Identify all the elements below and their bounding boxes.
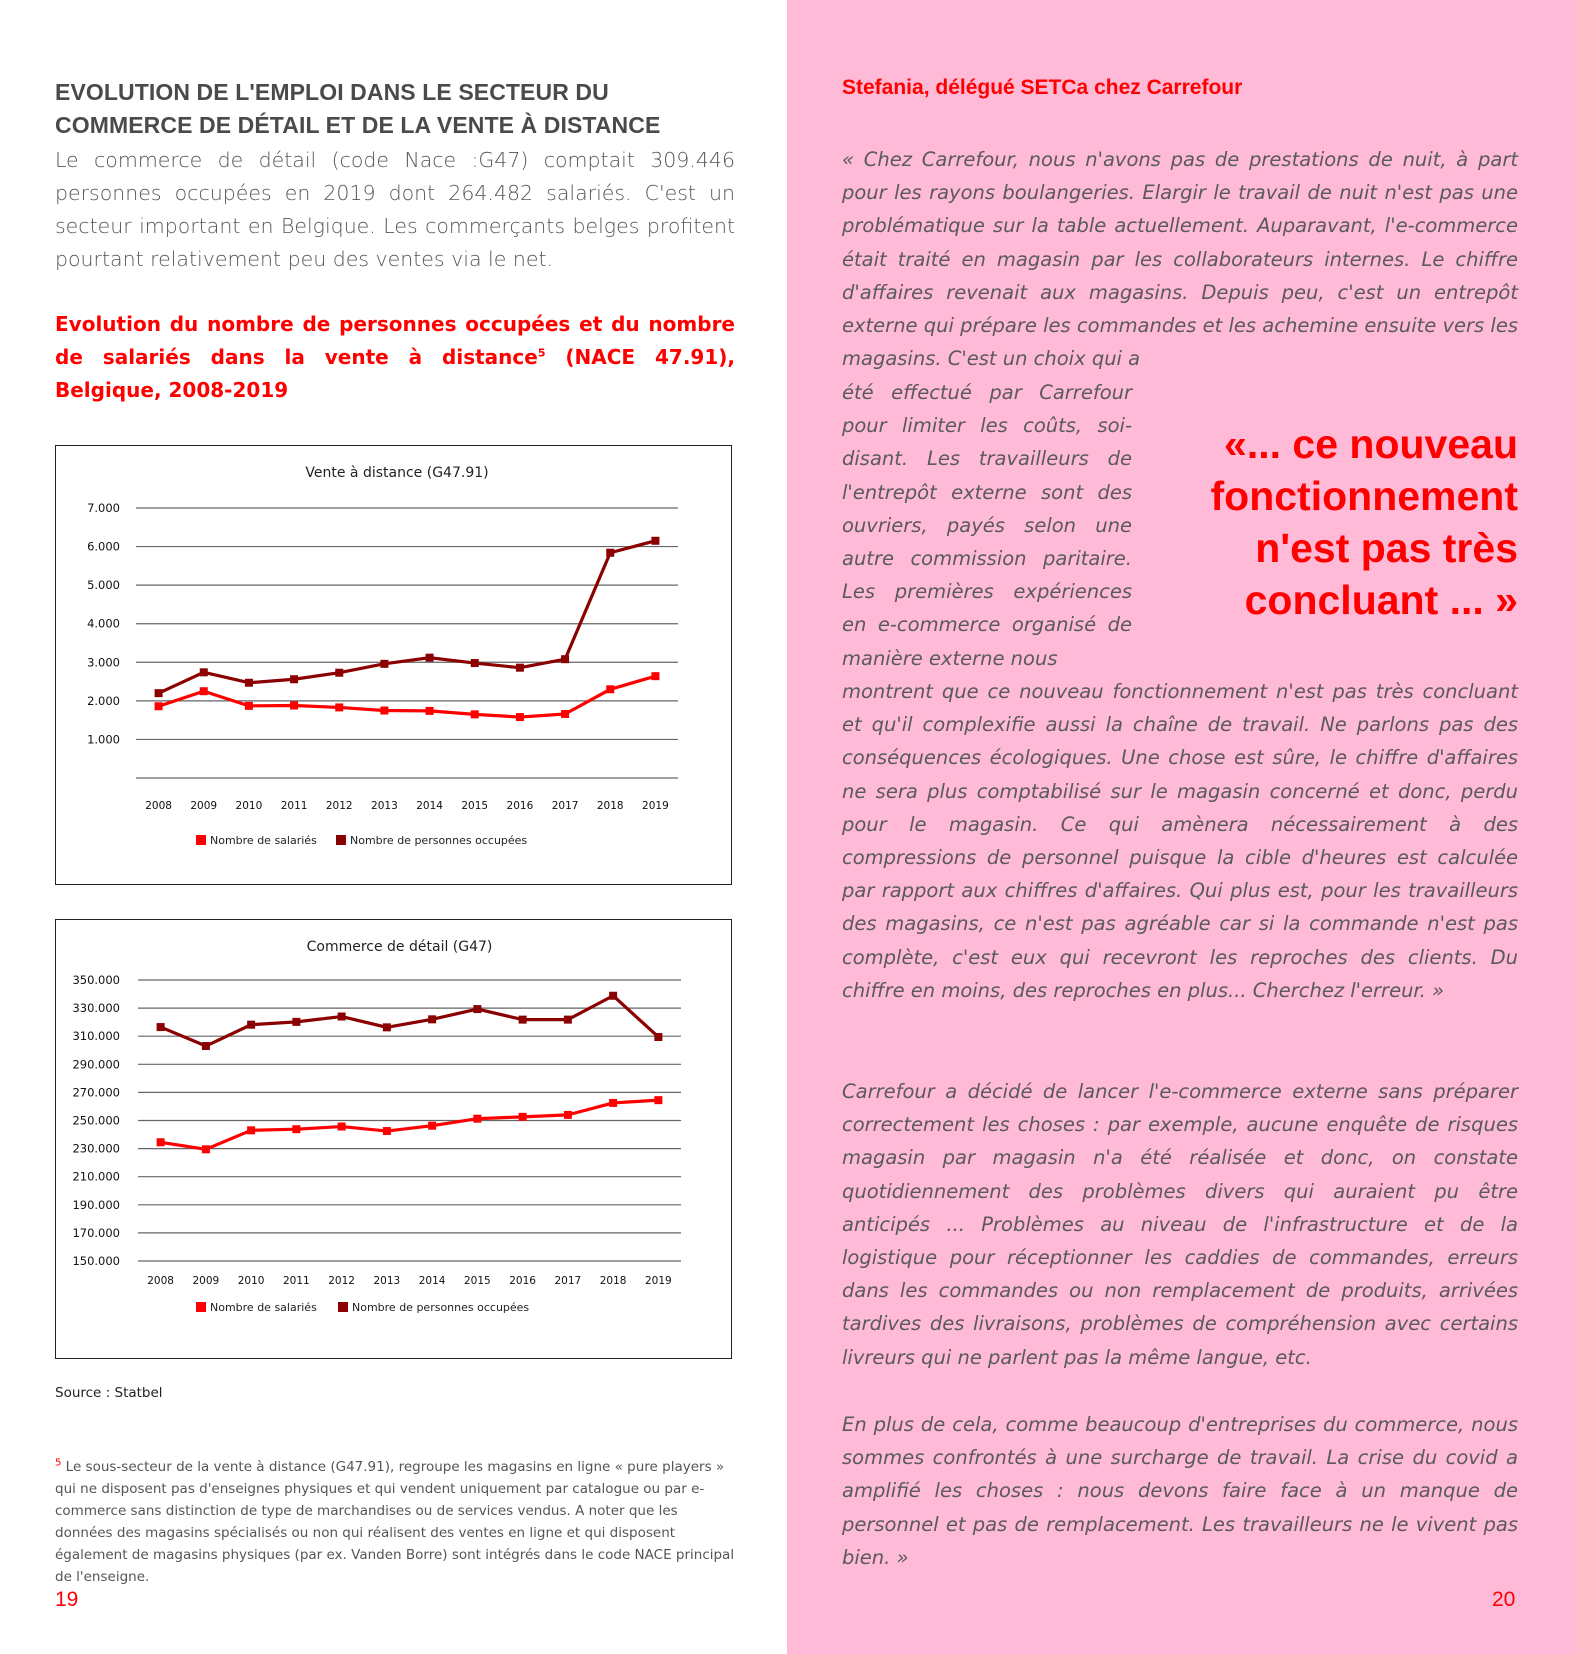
data-point-marker (564, 1111, 572, 1119)
data-point-marker (380, 660, 388, 668)
x-tick-label: 2019 (645, 1275, 672, 1287)
x-tick-label: 2016 (509, 1275, 536, 1287)
data-point-marker (245, 702, 253, 710)
y-tick-label: 230.000 (72, 1141, 120, 1156)
legend-swatch (336, 835, 346, 845)
data-point-marker (428, 1122, 436, 1130)
data-point-marker (292, 1125, 300, 1133)
legend-swatch (196, 1302, 206, 1312)
data-point-marker (473, 1005, 481, 1013)
data-point-marker (247, 1021, 255, 1029)
x-tick-label: 2012 (325, 800, 353, 812)
legend-label: Nombre de personnes occupées (352, 1301, 530, 1314)
legend-swatch (338, 1302, 348, 1312)
data-point-marker (157, 1023, 165, 1031)
x-tick-label: 2019 (642, 800, 669, 812)
x-tick-label: 2013 (371, 800, 398, 812)
chart-heading-text-end: (NACE 47.91), Belgique, 2008-2019 (55, 345, 735, 402)
legend-label: Nombre de salariés (210, 834, 317, 847)
data-point-marker (564, 1016, 572, 1024)
y-tick-label: 150.000 (72, 1254, 120, 1268)
x-tick-label: 2011 (280, 800, 308, 812)
data-point-marker (335, 703, 343, 711)
x-tick-label: 2018 (596, 800, 624, 812)
x-tick-label: 2015 (461, 800, 489, 812)
pull-quote: «... ce nouveau fonctionnement n'est pas très concluant ... » (1210, 421, 1518, 623)
data-point-marker (651, 537, 659, 545)
data-point-marker (245, 679, 253, 687)
page-number-right: 20 (1492, 1588, 1516, 1611)
chart-commerce-de-detail (55, 919, 732, 1359)
data-point-marker (426, 654, 434, 662)
data-point-marker (609, 992, 617, 1000)
data-point-marker (561, 655, 569, 663)
footnote (55, 1456, 735, 1588)
series-line (159, 676, 656, 717)
page-number-left: 19 (55, 1588, 79, 1611)
data-point-marker (651, 672, 659, 680)
y-tick-label: 290.000 (72, 1057, 120, 1072)
y-tick-label: 6.000 (87, 539, 120, 554)
chart-title: Vente à distance (G47.91) (305, 465, 489, 481)
data-point-marker (471, 710, 479, 718)
y-tick-label: 5.000 (87, 578, 120, 593)
y-tick-label: 3.000 (87, 655, 120, 670)
x-tick-label: 2013 (373, 1275, 401, 1287)
x-tick-label: 2008 (147, 1275, 174, 1287)
left-page (0, 0, 787, 1654)
legend-swatch (196, 835, 206, 845)
y-tick-label: 330.000 (72, 1001, 120, 1016)
x-tick-label: 2009 (192, 1275, 220, 1287)
y-tick-label: 1.000 (87, 732, 120, 747)
paragraph-3: En plus de cela, comme beaucoup d'entreprises du commerce, nous sommes confrontés à une surcharge de travail. La crise du covid a amplifié les choses : nous devons faire face à un manque de personnel et pas de remplacement. Les travailleurs ne le vivent pas bien. » (842, 1413, 1518, 1569)
y-tick-label: 2.000 (87, 693, 120, 708)
intro-paragraph: Le commerce de détail (code Nace :G47) comptait 309.446 personnes occupées en 2019 dont 264.482 salariés. C'est un secteur important en Belgique. Les commerçants belges profitent pourtant relativement peu des ventes via le net. (55, 148, 735, 271)
chart-heading (55, 308, 735, 407)
data-point-marker (292, 1018, 300, 1026)
chart-heading-text: Evolution du nombre de personnes occupées et du nombre de salariés dans la vente à distance (55, 312, 735, 369)
y-tick-label: 190.000 (72, 1197, 120, 1212)
x-tick-label: 2017 (551, 800, 579, 812)
x-tick-label: 2016 (506, 800, 534, 812)
data-point-marker (335, 669, 343, 677)
data-point-marker (247, 1126, 255, 1134)
x-tick-label: 2014 (416, 800, 443, 812)
data-point-marker (383, 1023, 391, 1031)
y-tick-label: 250.000 (72, 1113, 120, 1128)
footnote-text: Le sous-secteur de la vente à distance (G47.91), regroupe les magasins en ligne « pure players » qui ne disposent pas d'enseignes physiques et qui vendent uniquement par catalogue ou par e-commerce sans distinction de type de marchandises ou de services vendus. A noter que les données des magasins spécialisés ou non qui réalisent des ventes en ligne et qui disposent également de magasins physiques (par ex. Vanden Borre) sont intégrés dans le code NACE principal de l'enseigne. (55, 1459, 735, 1585)
x-tick-label: 2010 (237, 1275, 265, 1287)
y-tick-label: 270.000 (72, 1085, 120, 1100)
data-point-marker (428, 1015, 436, 1023)
data-point-marker (290, 701, 298, 709)
x-tick-label: 2010 (235, 800, 263, 812)
data-point-marker (471, 659, 479, 667)
data-point-marker (606, 685, 614, 693)
x-tick-label: 2012 (328, 1275, 355, 1287)
data-point-marker (290, 675, 298, 683)
data-point-marker (519, 1113, 527, 1121)
data-point-marker (654, 1033, 662, 1041)
series-line (161, 1100, 659, 1149)
x-tick-label: 2015 (464, 1275, 491, 1287)
x-tick-label: 2018 (599, 1275, 627, 1287)
x-tick-label: 2017 (554, 1275, 582, 1287)
data-point-marker (157, 1138, 165, 1146)
footnote-mark: 5 (55, 1457, 62, 1469)
data-point-marker (155, 689, 163, 697)
data-point-marker (519, 1016, 527, 1024)
line-chart (56, 920, 730, 1357)
y-tick-label: 350.000 (72, 973, 120, 987)
quote-paragraph-top: « Chez Carrefour, nous n'avons pas de prestations de nuit, à part pour les rayons boulangeries. Elargir le travail de nuit n'est pas une problématique sur la table actuellement. Auparavant, l'e-commerce était traité en magasin par les collaborateurs internes. Le chiffre d'affaires revenait aux magasins. Depuis peu, c'est un entrepôt externe qui prépare les commandes et les achemine ensuite vers les magasins. C'est un choix qui a (842, 148, 1518, 371)
speaker-heading: Stefania, délégué SETCa chez Carrefour (842, 76, 1243, 99)
y-tick-label: 210.000 (72, 1169, 120, 1184)
chart-title: Commerce de détail (G47) (306, 939, 493, 955)
legend-label: Nombre de personnes occupées (350, 834, 528, 847)
data-point-marker (200, 687, 208, 695)
paragraph-2: Carrefour a décidé de lancer l'e-commerce externe sans préparer correctement les choses : par exemple, aucune enquête de risques magasin par magasin n'a été réalisée et donc, on constate quotidiennement des problèmes divers qui auraient pu être anticipés ... Problèmes au niveau de l'infrastructure et de la logistique pour réceptionner les caddies de commandes, erreurs dans les commandes ou non remplacement de produits, arrivées tardives des livraisons, problèmes de compréhension avec certains livreurs qui ne parlent pas la même langue, etc. (842, 1080, 1518, 1369)
series-line (161, 996, 659, 1046)
data-point-marker (380, 707, 388, 715)
x-tick-label: 2011 (283, 1275, 310, 1287)
source-note: Source : Statbel (55, 1385, 163, 1401)
y-tick-label: 7.000 (87, 501, 120, 515)
data-point-marker (202, 1145, 210, 1153)
data-point-marker (561, 710, 569, 718)
section-title: EVOLUTION DE L'EMPLOI DANS LE SECTEUR DU COMMERCE DE DÉTAIL ET DE LA VENTE À DISTANCE (55, 79, 661, 138)
data-point-marker (383, 1127, 391, 1135)
data-point-marker (155, 702, 163, 710)
series-line (159, 541, 656, 693)
x-tick-label: 2014 (418, 1275, 446, 1287)
data-point-marker (609, 1099, 617, 1107)
y-tick-label: 4.000 (87, 616, 120, 631)
quote-paragraph-narrow: été effectué par Carrefour pour limiter les coûts, soi-disant. Les travailleurs de l'entrepôt externe sont des ouvriers, payés selon une autre commission paritaire. Les premières expériences en e-commerce organisé de manière externe nous (842, 381, 1132, 670)
legend-label: Nombre de salariés (210, 1301, 317, 1314)
data-point-marker (606, 549, 614, 557)
y-tick-label: 170.000 (72, 1225, 120, 1240)
quote-paragraph-bottom: montrent que ce nouveau fonctionnement n'est pas très concluant et qu'il complexifie aussi la chaîne de travail. Ne parlons pas des conséquences écologiques. Une chose est sûre, le chiffre d'affaires ne sera plus comptabilisé sur le magasin concerné et donc, perdu pour le magasin. Ce qui amènera nécessairement à des compressions de personnel puisque la cible d'heures est calculée par rapport aux chiffres d'affaires. Qui plus est, pour les travailleurs des magasins, ce n'est pas agréable car si la commande n'est pas complète, c'est eux qui recevront les reproches des clients. Du chiffre en moins, des reproches en plus... Cherchez l'erreur. » (842, 680, 1518, 1002)
data-point-marker (202, 1042, 210, 1050)
data-point-marker (473, 1115, 481, 1123)
data-point-marker (516, 664, 524, 672)
x-tick-label: 2009 (190, 800, 218, 812)
data-point-marker (516, 713, 524, 721)
footnote-ref[interactable]: 5 (537, 346, 546, 360)
chart-vente-a-distance (55, 445, 732, 885)
y-tick-label: 310.000 (72, 1029, 120, 1044)
line-chart (56, 446, 730, 883)
data-point-marker (200, 668, 208, 676)
data-point-marker (654, 1096, 662, 1104)
x-tick-label: 2008 (145, 800, 172, 812)
data-point-marker (338, 1013, 346, 1021)
data-point-marker (338, 1123, 346, 1131)
data-point-marker (426, 707, 434, 715)
